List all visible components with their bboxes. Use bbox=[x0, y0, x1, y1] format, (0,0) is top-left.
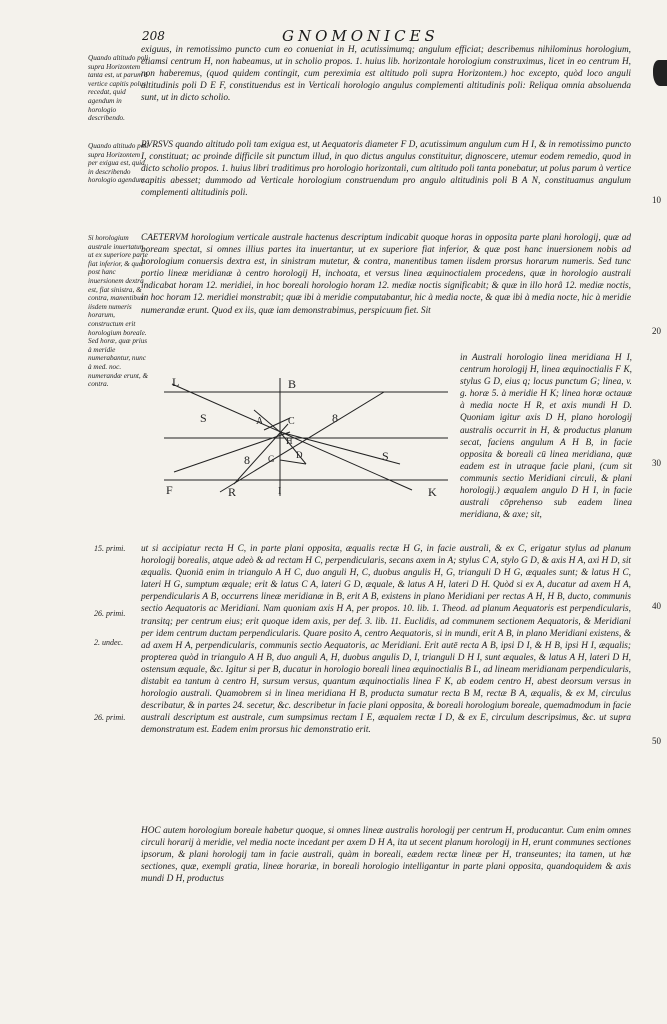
label-eight-left: 8 bbox=[244, 453, 250, 467]
ink-blot-mark bbox=[653, 60, 667, 86]
margin-note-3: Si horologium australe inuertatur, ut ex superiore parte fiat inferior, & quæ post hanc inuersionem dextra est, fiat sinistra, & contra, manentibus iisdem numeris horarum, constructum erit horologium boreale. Sed horæ, quæ prius à meridie numerabantur, nunc à med. noc. numerandæ erunt, & contra. bbox=[88, 234, 149, 389]
line-number-50: 50 bbox=[652, 736, 661, 746]
label-h: H bbox=[286, 436, 293, 446]
label-r: R bbox=[228, 485, 237, 499]
label-g: G bbox=[268, 454, 275, 464]
margin-note-1: Quando altitudo poli supra Horizontem tanta est, ut parum à vertice capitis polus recedat, quid agendum in horologio describendo. bbox=[88, 54, 149, 123]
paragraph-demonstratio: ut si accipiatur recta H C, in parte plani opposita, æqualis rectæ H G, in facie australi, & ex C, erigatur stylus ad planum horologij borealis, atque adeò & ad rectam H C, perpendicularis, secans axem in A; stylus C A, stylo G D, & axis H A, axi H D, sit æqualis. Quoniā enim in triangulo A H C, duo anguli H, C, duobus angulis H, G, trianguli D H G, æquales sunt; & latus H C, lateri H G, sumptum æquale; erit & latus C A, lateri G D, æquale, & latus A H, lateri D H. Quòd si ex A, ducatur ad axem H A, perpendicularis A B, occurrens lineæ meridianæ in B, erit A B, existens in plano Meridiani per rectas A H, H B, ducto, communis sectio Aequatoris ac Meridiani. Nam quoniam axis H A, per propos. 10. lib. 1. Theod. ad planum Aequatoris est perpendicularis, transitq; per centrum eius; erit quoque idem axis, per def. 3. lib. 11. Euclidis, ad communem sectionem Aequatoris, & Meridiani per idem centrum ductam perpendicularis. Quare posito A, centro Aequatoris, si in mundi, erit A B, in plano Meridiani existens, & ad axem H A, perpendicularis, communis sectio Aequatoris, ac Meridiani. Erit autē recta A B, ipsi D I, & H B, ipsi H I, æqualis; propterea quòd in triangulo A H B, duo anguli A, H, duobus angulis D, I, trianguli D H I, sunt æquales, & latus A H, lateri D H, ostensum æquale, &c. Igitur si per B, ducatur in horologio boreali linea æquinoctialis B L, ad lineam meridianam perpendicularis, distabit ea tantum à centro H, sursum versus, quantum æquinoctialis linea F K, ab eodem centro H, abest deorsum versus in horologio australi. Quamobrem si in linea meridiana H B, producta sumatur recta B M, rectæ B A, æqualis, & ex M, circulus describatur, & in partes 24. secetur, &c. describetur in facie plani opposita, & boreali horologium boreale, quemadmodum in facie australi descriptum est australe, cum sumpsimus rectam I E, æqualem rectæ I D, & ex E, circulum descripsimus, &c. ut supra demonstratum est. Eadem enim prorsus hic demonstratio erit. bbox=[141, 544, 631, 736]
line-number-30: 30 bbox=[652, 458, 661, 468]
paragraph-exiguus: exiguus, in remotissimo puncto cum eo conueniat in H, acutissimumq; angulum efficiat; describemus nihilominus horologium, etiamsi centrum H, non habeamus, ut in scholio propos. 1. huius lib. horizontale horologium construximus, licet in eo centrum H, non haberemus, (quod quidem contingit, cum pereximia est altitudo poli supra Horizontem.) hoc excepto, quòd loco anguli altitudinis poli D E F, constituendus est in Verticali horologio angulus complementi altitudinis poli: Reliqua omnia absoluenda sunt, ut in dicto scholio. bbox=[141, 45, 631, 104]
line-number-20: 20 bbox=[652, 326, 661, 336]
paragraph-rursus: RVRSVS quando altitudo poli tam exigua est, ut Aequatoris diameter F D, acutissimum angulum cum H I, & in remotissimo puncto I, constituat; ac proinde difficile sit punctum illud, in quo dictus angulus constituitur, dignoscere, utemur eodem remedio, quod in dicto scholio propos. 1. huius libri traditimus pro horologio horizontali, cum altitudo poli tanta ponebatur, ut polus parum à vertice capitis abesset; dummodo ad Verticale horologium construendum pro angulo altitudinis poli B A N, constituamus angulum complementi altitudinis poli. bbox=[141, 140, 631, 199]
label-a: A bbox=[256, 416, 264, 427]
label-b: B bbox=[288, 377, 297, 391]
citation-3: 2. undec. bbox=[94, 638, 124, 647]
style-line-gd bbox=[280, 460, 306, 464]
label-k: K bbox=[428, 485, 437, 499]
citation-4: 26. primi. bbox=[94, 713, 126, 722]
citation-2: 26. primi. bbox=[94, 609, 126, 618]
label-eight-right: 8 bbox=[332, 411, 338, 425]
label-d: D bbox=[296, 450, 303, 460]
paragraph-hoc-autem: HOC autem horologium boreale habetur quoque, si omnes lineæ australis horologij per centrum H, producantur. Cum enim omnes circuli horarij à meridie, vel media nocte incedant per axem D H A, ita ut secent planum horologij in H, erunt communes sectiones ipsorum, & plani horologij tam in facie australi, quàm in boreali, eædem rectæ lineæ per H, transeuntes; ita tamen, ut hæ sectiones, quæ, exempli gratia, lineæ horariæ, in boreali horologio intelligantur in parte plani opposita, quandoquidem & axis mundi D H, productus bbox=[141, 826, 631, 885]
label-c: C bbox=[288, 416, 295, 427]
margin-note-2: Quando altitudo poli supra Horizontem per exigua est, quid in describendo horologio agendum. bbox=[88, 142, 149, 185]
hour-line-right-diagonal bbox=[220, 392, 384, 492]
running-title: GNOMONICES bbox=[282, 27, 439, 45]
line-number-10: 10 bbox=[652, 195, 661, 205]
page-number: 208 bbox=[142, 29, 165, 43]
paragraph-side-column: in Australi horologio linea meridiana H I, centrum horologij H, linea æquinoctialis F K, stylus G D, eius q; locus punctum G; linea, v. g. horæ 5. à meridie H K; linea horæ octauæ à media nocte H R, et axis mundi H D. Quoniam igitur axis D H, plano horologij australis occurrit in H, & productus planum secat, faciens angulum A H B, in facie opposita & boreali cū linea meridiana, quæ eadem est in utraque facie plani, (cum sit communis sectio Meridiani circuli, & plani horologij.) æqualem angulo D H I, in facie australi cōprehenso sub eadem linea meridiana, & axe; sit, bbox=[460, 353, 632, 521]
paragraph-caeterum: CAETERVM horologium verticale australe hactenus descriptum indicabit quoque horas in opposita parte plani horologij, quæ ad boream spectat, si omnes illius partes ita inuertantur, ut ex superiore fiat inferior, & quæ post hanc inuersionem nobis ad horologium conuersis dextra est, in sinistram mutetur, & contra, manentibus tamen iisdem prorsus horarum numeris. Sed tunc portio lineæ meridianæ à centro horologij H, inchoata, et versus linea æquinoctialem procedens, quæ in horologio australi indicabat horam 12. meridiei, in hoc boreali horologio horam 12. mediæ noctis significabit; & quæ in illo horâ 12. mediæ noctis, in hoc horam 12. meridiei monstrabit; quæ ibi à meridie computabantur, hic à media nocte, & quæ ibi à media nocte, hic à meridie numerandæ erunt. Quod ex iis, quæ iam demonstrabimus, perspicuum fiet. Sit bbox=[141, 233, 631, 316]
label-l: L bbox=[172, 375, 180, 389]
label-s-right: S bbox=[382, 449, 389, 463]
label-s-left: S bbox=[200, 411, 207, 425]
label-f: F bbox=[166, 483, 173, 497]
label-i: I bbox=[278, 486, 282, 497]
line-number-40: 40 bbox=[652, 601, 661, 611]
sundial-diagram bbox=[160, 360, 450, 508]
style-line-ac bbox=[264, 418, 290, 430]
citation-1: 15. primi. bbox=[94, 544, 126, 553]
